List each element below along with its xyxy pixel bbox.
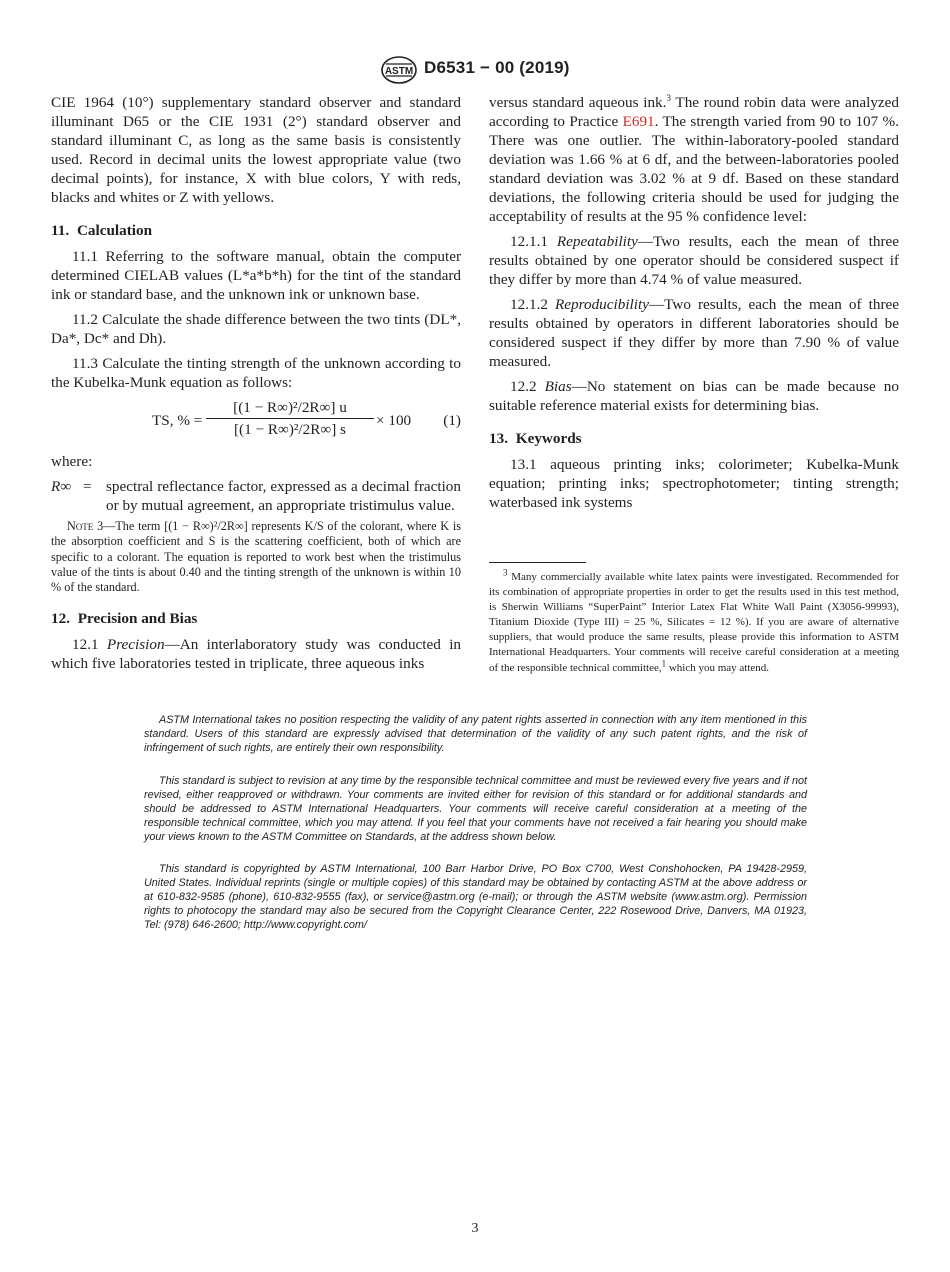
section-12-heading: 12. Precision and Bias: [51, 610, 198, 628]
equation-numerator: [(1 − R∞)²/2R∞] u: [233, 399, 347, 416]
paragraph-12-1-continued: versus standard aqueous ink.$^3$ The round robin data were analyzed according to Practice E691. The strength varied from 90 to 107 %. There was one outlier. The within-laboratory-pooled standard deviation was 1.66 % at 6 df, and the between-laboratories pooled standard deviation was 3.02 % at 9 df. Based on these standard deviations, the following criteria should be used for judging the acceptability of results at the 95 % confidence level:: [489, 92, 899, 225]
paragraph-12-1-2: 12.1.2 Reproducibility—Two results, each the mean of three results obtained by operators in different laboratories should be considered suspect if they differ by more than 7.90 % of value measured.: [489, 296, 899, 370]
paragraph-11-3: 11.3 Calculate the tinting strength of the unknown according to the Kubelka-Munk equation as follows:: [51, 355, 461, 391]
practice-e691-link[interactable]: E691: [622, 113, 655, 130]
copyright-notice: This standard is copyrighted by ASTM International, 100 Barr Harbor Drive, PO Box C700, West Conshohocken, PA 19428-2959, United States. Individual reprints (single or multiple copies) of this standard may be obtained by contacting ASTM at the above address or at 610-832-9585 (phone), 610-832-9555 (fax), or service@astm.org (e-mail); or through the ASTM website (www.astm.org). Permission rights to photocopy the standard may also be secured from the Copyright Clearance Center, 222 Rosewood Drive, Danvers, MA 01923, Tel: (978) 646-2600; http://www.copyright.com/: [144, 863, 807, 931]
paragraph-12-1-1: 12.1.1 Repeatability—Two results, each the mean of three results obtained by one operator should be considered suspect if they differ by more than 4.74 % of value measured.: [489, 233, 900, 288]
note-text: —The term [(1 − R∞)²/2R∞] represents K/S of the colorant, where K is the absorption coefficient and S is the scattering coefficient, both of which are specific to a colorant. The equation is reported to work best when the tristimulus value of the tints is about 0.40 and the tinting strength of the unknown is within 10 % of the standard.: [51, 519, 462, 595]
equation-multiplier: × 100: [376, 412, 412, 429]
note-label: Note 3: [67, 519, 104, 533]
intro-paragraph: CIE 1964 (10°) supplementary standard observer and standard illuminant D65 or the CIE 1931 (2°) standard observer and standard illuminant C, as long as the same basis is consistently used. Record in decimal units the lowest appropriate value (two decimal points), for instance, X with blue colors, Y with reds, blacks and whites or Z with yellows.: [51, 94, 461, 206]
paragraph-12-1: 12.1 Precision—An interlaboratory study was conducted in which five laboratories tested in triplicate, three aqueous inks: [51, 636, 462, 673]
note-3: [51, 519, 461, 595]
page-number: 3: [471, 1221, 479, 1236]
page-header: [0, 56, 950, 86]
left-column: [51, 93, 461, 679]
definition-text: spectral reflectance factor, expressed as a decimal fraction or by mutual agreement, an appropriate tristimulus value.: [106, 478, 461, 514]
equation-fraction: [206, 398, 374, 439]
paragraph-12-2: 12.2 Bias—No statement on bias can be made because no suitable reference material exists for determining bias.: [489, 378, 899, 414]
fraction-bar: [206, 418, 374, 419]
section-13-heading: 13. Keywords: [489, 430, 582, 447]
footnote-ref-3[interactable]: 3: [666, 92, 671, 103]
where-label: where:: [51, 453, 93, 470]
astm-logo: [380, 56, 418, 84]
equation-number: (1): [443, 412, 461, 429]
kubelka-munk-equation: [51, 398, 461, 444]
section-11-heading: 11. Calculation: [51, 222, 153, 239]
logo-text: ASTM: [384, 66, 414, 77]
footnote-rule: [489, 562, 586, 563]
footnote-ref-1[interactable]: 1: [661, 657, 667, 668]
revision-notice: This standard is subject to revision at any time by the responsible technical committee and must be reviewed every five years and if not revised, either reapproved or withdrawn. Your comments are invited either for revision of this standard or for additional standards and should be addressed to ASTM International Headquarters. Your comments will receive careful consideration at a meeting of the responsible technical committee, which you may attend. If you feel that your comments have not received a fair hearing you should make your views known to the ASTM Committee on Standards, at the address shown below.: [144, 775, 807, 843]
patent-notice: ASTM International takes no position respecting the validity of any patent rights asserted in connection with any item mentioned in this standard. Users of this standard are expressly advised that determination of the validity of any such patent rights, and the risk of infringement of such rights, are entirely their own responsibility.: [144, 714, 807, 754]
definition-symbol: R∞: [51, 478, 72, 495]
equation-denominator: [(1 − R∞)²/2R∞] s: [234, 421, 346, 438]
definition-r-infinity: [51, 477, 461, 515]
footnote-3: $^3$ Many commercially available white latex paints were investigated. Recommended for its combination of appropriate properties in order to get the results used in this test method, is Sherwin Williams “SuperPaint” Interior Latex Flat White Wall Paint (X3056-99993), Titanium Dioxide (Type III) = 25 %, Silicates = 12 %). If you are aware of alternative suppliers, that would produce the same results, please provide this information to ASTM International Headquarters. Your comments will receive careful consideration at a meeting of the responsible technical committee,$^1$ which you may attend.: [489, 567, 899, 674]
paragraph-13-1: 13.1 aqueous printing inks; colorimeter; Kubelka-Munk equation; printing inks; spectrophotometer; tinting strength; waterbased ink systems: [489, 456, 899, 511]
right-column: [489, 93, 899, 518]
paragraph-11-2: 11.2 Calculate the shade difference between the two tints (DL*, Da*, Dc* and Dh).: [51, 311, 461, 347]
definition-equals: =: [83, 478, 92, 495]
equation-lhs: TS, % =: [152, 412, 203, 429]
standard-designation: D6531 − 00 (2019): [424, 58, 570, 77]
paragraph-11-1: 11.1 Referring to the software manual, obtain the computer determined CIELAB values (L*a*b*h) for the tint of the standard ink or standard base, and the unknown ink or unknown base.: [51, 248, 461, 303]
